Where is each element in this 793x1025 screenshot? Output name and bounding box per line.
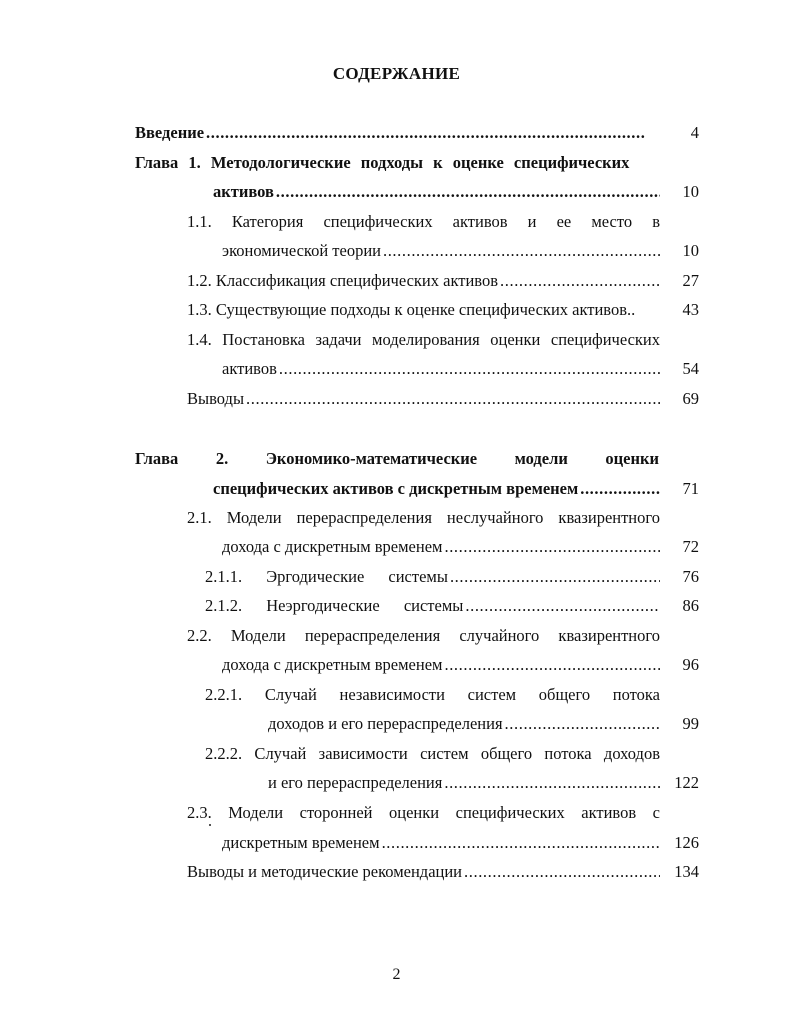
toc-page-number: 96 [682, 655, 699, 674]
toc-entry-label: 2.1. Модели перераспределения неслучайного квазирентного [187, 508, 660, 527]
toc-leader-dots [465, 594, 660, 618]
toc-entry-label: дискретным временем [222, 833, 380, 852]
toc-entry-label: активов [222, 359, 277, 378]
toc-leader-dots [279, 357, 660, 381]
toc-entry-section-2-1[interactable] [187, 506, 660, 530]
toc-page-number: 10 [682, 241, 699, 260]
toc-entry-section-2-3[interactable] [187, 801, 660, 825]
toc-leader-dots [444, 653, 660, 677]
toc-entry-label: 1.2. Классификация специфических активов [187, 271, 499, 290]
toc-entry-section-2-2-continued[interactable] [222, 653, 660, 677]
toc-page-number: 10 [682, 182, 699, 201]
toc-page-number: 27 [682, 271, 699, 290]
page-title: СОДЕРЖАНИЕ [332, 64, 461, 83]
toc-entry-label: 2.2. Модели перераспределения случайного квазирентного [187, 626, 660, 645]
toc-entry-label: Введение [135, 123, 205, 142]
toc-page-number: 126 [674, 833, 699, 852]
scan-speck [209, 824, 211, 826]
toc-entry-label: и его перераспределения [268, 773, 443, 792]
toc-entry-section-2-2[interactable] [187, 624, 660, 648]
toc-entry-section-1-1-continued[interactable] [222, 239, 660, 263]
toc-entry-label: 1.3. Существующие подходы к оценке специфических активов.. [187, 300, 636, 319]
toc-entry-subsection-2-1-2[interactable] [205, 594, 660, 618]
toc-leader-dots [500, 269, 660, 293]
toc-entry-conclusions-recommendations[interactable] [187, 860, 660, 884]
toc-page-number: 4 [690, 123, 699, 142]
toc-entry-label: 2.1.1. Эргодические системы [205, 567, 448, 586]
toc-leader-dots [444, 535, 660, 559]
toc-entry-section-1-1[interactable] [187, 210, 660, 234]
toc-entry-section-1-4-continued[interactable] [222, 357, 660, 381]
toc-page-number: 72 [682, 537, 699, 556]
toc-entry-section-1-4[interactable] [187, 328, 660, 352]
toc-entry-introduction[interactable] [135, 121, 645, 145]
toc-entry-label: дохода с дискретным временем [222, 537, 443, 556]
toc-leader-dots [464, 860, 660, 884]
toc-entry-label: 1.4. Постановка задачи моделирования оценки специфических [187, 330, 660, 349]
toc-entry-label: дохода с дискретным временем [222, 655, 443, 674]
toc-leader-dots [276, 180, 660, 204]
toc-entry-conclusions-1[interactable] [187, 387, 660, 411]
toc-entry-label: 2.1.2. Неэргодические системы [205, 596, 464, 615]
toc-entry-chapter-1[interactable] [135, 151, 659, 175]
toc-page-number: 99 [682, 714, 699, 733]
toc-page-number: 54 [682, 359, 699, 378]
toc-entry-label: 1.1. Категория специфических активов и ее место в [187, 212, 660, 231]
toc-entry-label: 2.2.2. Случай зависимости систем общего потока доходов [205, 744, 660, 763]
toc-entry-label: Глава 1. Методологические подходы к оценке специфических [135, 153, 630, 172]
toc-entry-subsection-2-2-2-continued[interactable] [268, 771, 660, 795]
toc-entry-section-1-3[interactable] [187, 298, 660, 322]
toc-page-number: 71 [682, 479, 699, 498]
toc-entry-label: доходов и его перераспределения [268, 714, 503, 733]
toc-entry-subsection-2-2-1-continued[interactable] [268, 712, 660, 736]
toc-page-number: 76 [682, 567, 699, 586]
toc-entry-chapter-1-continued[interactable] [213, 180, 660, 204]
page-number: 2 [392, 966, 401, 983]
toc-leader-dots [246, 387, 660, 411]
toc-entry-label: Выводы и методические рекомендации [187, 862, 463, 881]
toc-page-number: 43 [682, 300, 699, 319]
toc-entry-label: активов [213, 182, 274, 201]
toc-leader-dots [444, 771, 660, 795]
toc-leader-dots [383, 239, 660, 263]
toc-entry-section-2-3-continued[interactable] [222, 831, 660, 855]
toc-entry-section-2-1-continued[interactable] [222, 535, 660, 559]
toc-entry-label: 2.3. Модели сторонней оценки специфических активов с [187, 803, 660, 822]
toc-entry-label: специфических активов с дискретным временем [213, 479, 579, 498]
toc-page-number: 86 [682, 596, 699, 615]
toc-entry-subsection-2-2-2[interactable] [205, 742, 660, 766]
toc-page-number: 122 [674, 773, 699, 792]
toc-entry-label: Глава 2. Экономико-математические модели оценки [135, 449, 659, 468]
toc-entry-chapter-2-continued[interactable] [213, 477, 660, 501]
toc-leader-dots [206, 121, 645, 145]
toc-entry-subsection-2-2-1[interactable] [205, 683, 660, 707]
toc-entry-label: Выводы [187, 389, 245, 408]
toc-entry-section-1-2[interactable] [187, 269, 660, 293]
toc-entry-label: 2.2.1. Случай независимости систем общего потока [205, 685, 660, 704]
toc-leader-dots [382, 831, 660, 855]
toc-entry-chapter-2[interactable] [135, 447, 659, 471]
toc-leader-dots [450, 565, 660, 589]
toc-entry-subsection-2-1-1[interactable] [205, 565, 660, 589]
toc-page-number: 69 [682, 389, 699, 408]
toc-page-number: 134 [674, 862, 699, 881]
toc-leader-dots [505, 712, 660, 736]
toc-entry-label: экономической теории [222, 241, 381, 260]
